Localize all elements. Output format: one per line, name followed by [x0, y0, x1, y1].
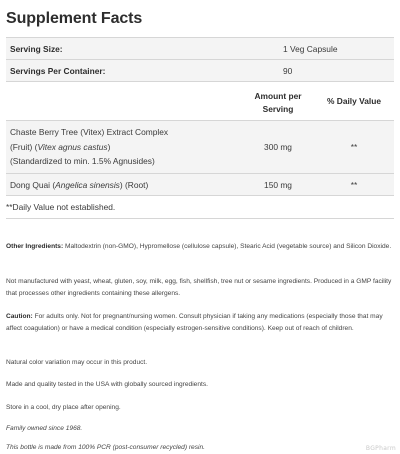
caution-label: Caution: — [6, 313, 33, 320]
family-owned-note: Family owned since 1968. — [6, 425, 83, 432]
latin-name: Vitex agnus castus — [37, 141, 108, 152]
footnote-row — [6, 196, 394, 219]
serving-size-row — [6, 38, 394, 60]
amount-header-line1: Amount per — [254, 91, 302, 101]
other-ingredients — [6, 241, 392, 253]
servings-per-container-value: 90 — [283, 65, 293, 76]
servings-per-container-row — [6, 60, 394, 82]
storage-note: Store in a cool, dry place after opening. — [6, 404, 121, 411]
ingredient-daily-value: ** — [350, 179, 358, 190]
supplement-facts-panel — [0, 0, 400, 219]
ingredient-daily-value: ** — [350, 142, 358, 152]
ingredient-row — [6, 174, 394, 196]
ingredient-line1: Chaste Berry Tree (Vitex) Extract Complex — [10, 127, 169, 138]
daily-value-footnote: **Daily Value not established. — [6, 202, 116, 212]
page-title: Supplement Facts — [6, 10, 143, 27]
ingredient-amount: 300 mg — [264, 142, 292, 152]
watermark-logo: BGPharm — [365, 445, 396, 452]
serving-size-value: 1 Veg Capsule — [283, 43, 338, 54]
facts-table — [6, 37, 394, 219]
ingredient-row — [6, 121, 394, 174]
caution-text: For adults only. Not for pregnant/nursing women. Consult physician if taking any medications (especially those that may affect coagulation) or have a medical condition (especially estrogen-sensitive conditions). Keep out of reach of children. — [6, 313, 383, 332]
ingredient-name: Dong Quai (Angelica sinensis) (Root) — [10, 179, 149, 190]
ingredient-line3: (Standardized to min. 1.5% Agnusides) — [10, 156, 155, 167]
made-in-usa-note: Made and quality tested in the USA with globally sourced ingredients. — [6, 381, 208, 388]
ingredient-amount: 150 mg — [264, 179, 292, 190]
latin-name: Angelica sinensis — [55, 179, 120, 190]
amount-header-line2: Serving — [262, 104, 294, 114]
allergen-statement: Not manufactured with yeast, wheat, gluten, soy, milk, egg, fish, shellfish, tree nut or sesame ingredients. Produced in a GMP facility that processes other ingredients containing these allergens. — [6, 278, 392, 297]
other-ingredients-label: Other Ingredients: — [6, 243, 64, 250]
color-variation-note: Natural color variation may occur in this product. — [6, 359, 148, 366]
other-ingredients-text: Maltodextrin (non-GMO), Hypromellose (cellulose capsule), Stearic Acid (vegetable source) and Silicon Dioxide. — [63, 243, 392, 250]
serving-size-label: Serving Size: — [10, 43, 63, 54]
bottle-recycled-note: This bottle is made from 100% PCR (post-consumer recycled) resin. — [6, 444, 205, 451]
caution-statement — [6, 311, 392, 334]
amount-per-serving-header — [242, 82, 314, 121]
ingredient-name: Chaste Berry Tree (Vitex) Extract Complex (Fruit) (Vitex agnus castus) (Standardized to min. 1.5% Agnusides) — [10, 127, 169, 167]
column-header-row — [6, 82, 394, 121]
servings-per-container-label: Servings Per Container: — [10, 65, 106, 76]
daily-value-header: % Daily Value — [327, 95, 381, 106]
